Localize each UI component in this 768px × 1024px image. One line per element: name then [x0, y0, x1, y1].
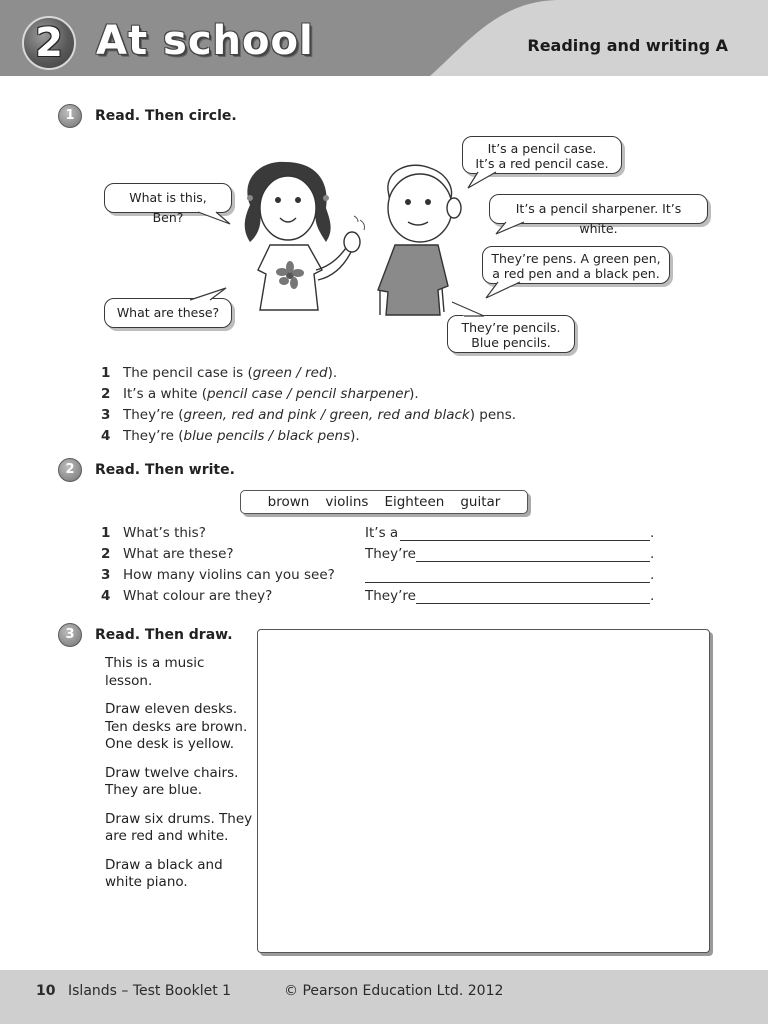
bubble-text: What are these?: [116, 305, 220, 320]
drawing-instructions: [105, 655, 255, 903]
question-text: What’s this?: [123, 525, 206, 541]
item-text: They’re (green, red and pink / green, red and black) pens.: [123, 407, 517, 423]
answer-line[interactable]: [416, 603, 650, 604]
bubble-text-line: It’s a pencil case.: [487, 141, 597, 156]
instruction-line: Draw twelve chairs.: [105, 764, 239, 781]
bubble-tail: [484, 280, 528, 300]
exercise-2-instruction: Read. Then write.: [95, 462, 235, 478]
bubble-text-line: They’re pens. A green pen,: [491, 251, 661, 266]
item-text: It’s a white (pencil case / pencil sharpener).: [123, 386, 419, 402]
question-text: What colour are they?: [123, 588, 273, 604]
instruction-paragraph: [105, 811, 255, 846]
bubble-text-line: a red pen and a black pen.: [492, 266, 660, 281]
instruction-paragraph: [105, 655, 255, 690]
answer-starter: It’s a: [365, 525, 399, 541]
instruction-line: This is a music lesson.: [105, 655, 205, 689]
unit-number-badge: 2: [22, 16, 76, 70]
instruction-line: They are blue.: [105, 782, 202, 798]
item-number: 2: [101, 386, 111, 402]
copyright: © Pearson Education Ltd. 2012: [284, 983, 504, 999]
item-number: 2: [101, 546, 111, 562]
question-text: What are these?: [123, 546, 234, 562]
speech-bubble-girl-2: [104, 298, 232, 328]
speech-bubble-boy-1: [462, 136, 622, 174]
exercise-1-number: 1: [58, 104, 82, 128]
instruction-line: One desk is yellow.: [105, 736, 235, 752]
exercise-3-instruction: Read. Then draw.: [95, 627, 233, 643]
answer-line[interactable]: [400, 540, 650, 541]
word-bank-word: guitar: [460, 494, 501, 510]
item-number: 4: [101, 588, 111, 604]
circle-item: [101, 405, 551, 426]
exercise-2-number: 2: [58, 458, 82, 482]
word-bank: [240, 490, 528, 514]
bubble-text: It’s a pencil sharpener. It’s white.: [515, 201, 682, 236]
circle-options[interactable]: green, red and pink / green, red and black: [183, 407, 470, 423]
unit-title: At school: [96, 18, 314, 64]
instruction-paragraph: [105, 701, 255, 754]
circle-item: [101, 363, 551, 384]
instruction-line: are red and white.: [105, 828, 229, 844]
instruction-line: Draw eleven desks.: [105, 701, 238, 717]
instruction-line: Draw a black and: [105, 856, 223, 873]
end-period: .: [650, 546, 655, 562]
item-text: They’re (blue pencils / black pens).: [123, 428, 360, 444]
speech-bubble-girl-1: [104, 183, 232, 225]
end-period: .: [650, 525, 655, 541]
page-footer: [0, 970, 768, 1024]
exercise-1-instruction: Read. Then circle.: [95, 108, 237, 124]
bubble-tail: [196, 210, 236, 228]
children-illustration: [230, 150, 480, 325]
answer-starter: They’re: [365, 546, 416, 562]
item-number: 1: [101, 365, 111, 381]
circle-options[interactable]: green / red: [252, 365, 328, 381]
bubble-tail: [450, 300, 490, 318]
girl-figure: [245, 162, 365, 310]
speech-bubble-boy-3: [482, 246, 670, 284]
instruction-line: Draw six drums. They: [105, 810, 253, 827]
instruction-paragraph: [105, 765, 255, 800]
exercise-1-items: [101, 363, 551, 447]
circle-options[interactable]: blue pencils / black pens: [183, 428, 351, 444]
bubble-tail: [494, 220, 534, 236]
instruction-line: white piano.: [105, 874, 188, 890]
item-number: 4: [101, 428, 111, 444]
item-number: 3: [101, 407, 111, 423]
bubble-tail: [466, 170, 506, 190]
instruction-line: Ten desks are brown.: [105, 718, 248, 735]
item-number: 3: [101, 567, 111, 583]
question-text: How many violins can you see?: [123, 567, 335, 583]
end-period: .: [650, 588, 655, 604]
word-bank-word: violins: [325, 494, 369, 510]
boy-figure: [378, 165, 461, 315]
speech-bubble-boy-4: [447, 315, 575, 353]
bubble-text: What is this, Ben?: [129, 190, 207, 225]
page-header: [0, 0, 768, 76]
answer-starter: They’re: [365, 588, 416, 604]
bubble-text-line: Blue pencils.: [471, 335, 551, 350]
instruction-paragraph: [105, 857, 255, 892]
end-period: .: [650, 567, 655, 583]
item-number: 1: [101, 525, 111, 541]
circle-item: [101, 426, 551, 447]
circle-item: [101, 384, 551, 405]
section-title: Reading and writing A: [527, 36, 728, 55]
word-bank-word: brown: [267, 494, 310, 510]
page-number: 10: [36, 983, 56, 999]
answer-line[interactable]: [416, 561, 650, 562]
exercise-3-number: 3: [58, 623, 82, 647]
book-title: Islands – Test Booklet 1: [68, 983, 232, 999]
item-text: The pencil case is (green / red).: [123, 365, 338, 381]
bubble-text-line: It’s a red pencil case.: [475, 156, 609, 171]
word-bank-word: Eighteen: [384, 494, 445, 510]
drawing-area[interactable]: [257, 629, 710, 953]
answer-line[interactable]: [365, 582, 650, 583]
circle-options[interactable]: pencil case / pencil sharpener: [206, 386, 410, 402]
bubble-tail: [186, 286, 230, 302]
bubble-text-line: They’re pencils.: [461, 320, 561, 335]
